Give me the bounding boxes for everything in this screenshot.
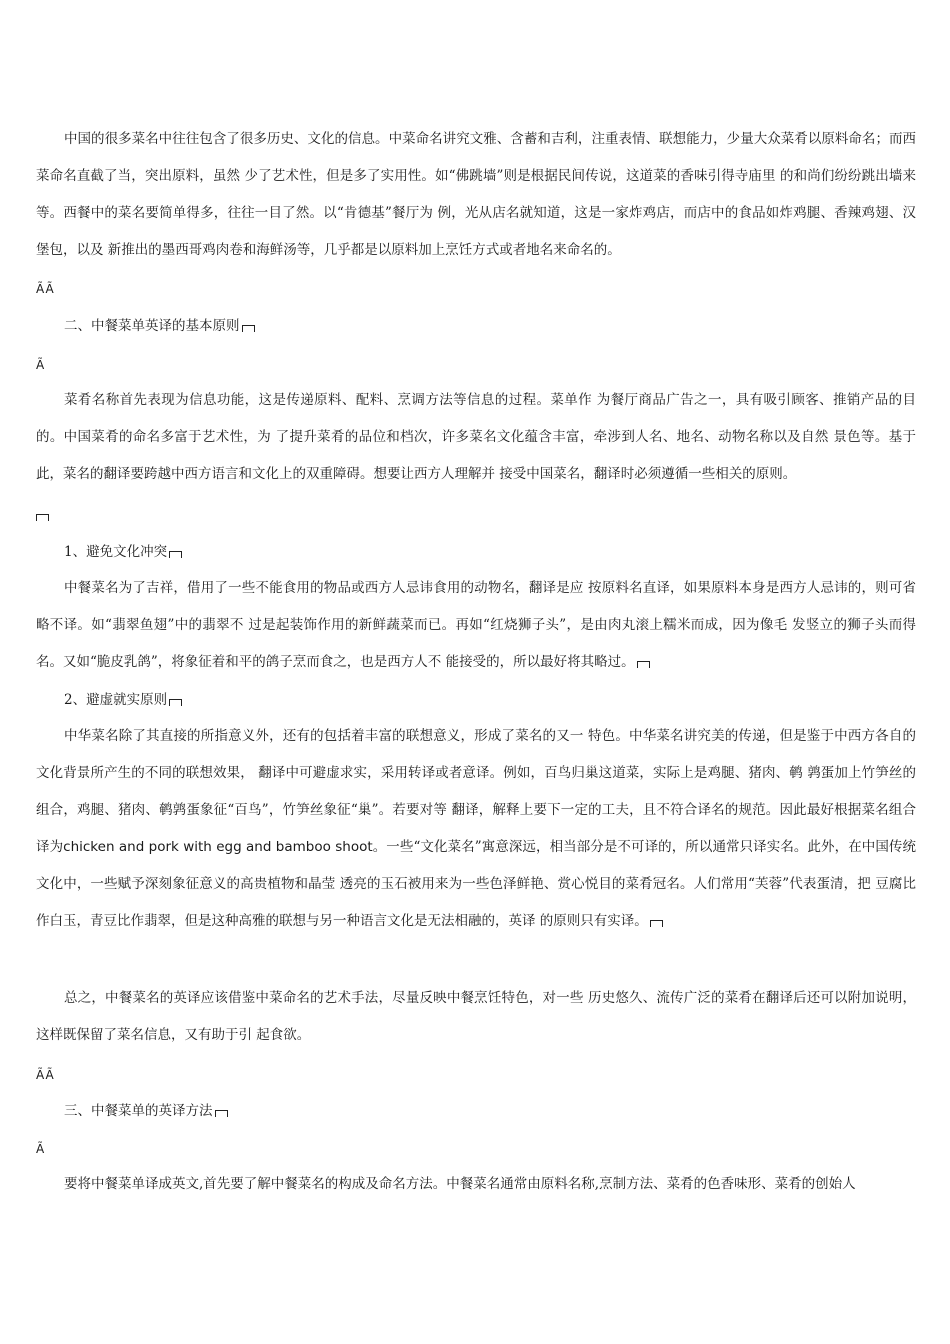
english-translation-text: chicken and pork with egg and bamboo shoot — [63, 839, 373, 855]
paragraph-avoid-cultural-conflict — [36, 570, 916, 681]
paragraph-menu-composition — [36, 1166, 916, 1203]
paragraph-mark-icon — [36, 514, 49, 521]
subheading-substance-over-form — [64, 690, 182, 710]
subheading-text: 1、避免文化冲突 — [64, 544, 168, 560]
paragraph-substance-over-form — [36, 718, 916, 940]
paragraph-mark-icon — [215, 1110, 228, 1117]
section-heading-translation-methods — [64, 1101, 228, 1121]
paragraph-mark-icon — [169, 699, 182, 706]
subheading-text: 2、避虚就实原则 — [64, 692, 168, 708]
garbled-glyph: ÃÃ — [36, 282, 55, 296]
subheading-avoid-cultural-conflict — [64, 542, 182, 562]
paragraph-text: 中国的很多菜名中往往包含了很多历史、文化的信息。中菜命名讲究文雅、含蓄和吉利，注重表情、联想能力，少量大众菜肴以原料命名；而西菜命名直截了当，突出原料，虽然 少了艺术性，但是多了实用性。如“佛跳墙”则是根据民间传说，这道菜的香味引得寺庙里 的和尚们纷纷跳出墙来等。西餐中的菜名要简单得多，往往一目了然。以“肯德基”餐厅为 例，光从店名就知道，这是一家炸鸡店，而店中的食品如炸鸡腿、香辣鸡翅、汉堡包，以及 新推出的墨西哥鸡肉卷和海鲜汤等，几乎都是以原料加上烹饪方式或者地名来命名的。 — [36, 131, 916, 258]
garbled-glyph: Ã — [36, 358, 46, 372]
paragraph-information-function — [36, 382, 916, 493]
garbled-glyph: ÃÃ — [36, 1068, 55, 1082]
section-heading-basic-principles — [64, 316, 255, 336]
paragraph-mark-icon — [169, 551, 182, 558]
heading-text: 二、中餐菜单英译的基本原则 — [64, 318, 240, 334]
paragraph-dish-naming-culture — [36, 121, 916, 269]
paragraph-text: 。一些“文化菜名”寓意深远，相当部分是不可译的，所以通常只译实名。此外，在中国传统文化中，一些赋予深刻象征意义的高贵植物和晶莹 透亮的玉石被用来为一些色泽鲜艳、赏心悦目的菜肴冠名。人们常用“芙蓉”代表蛋清，把 豆腐比作白玉，青豆比作翡翠，但是这种高雅的联想与另一种语言文化是无法相融的，英译 的原则只有实译。 — [36, 839, 917, 929]
paragraph-mark-icon — [242, 325, 255, 332]
paragraph-mark-icon — [650, 920, 663, 927]
paragraph-text: 中华菜名除了其直接的所指意义外，还有的包括着丰富的联想意义，形成了菜名的又一 特色。中华菜名讲究美的传递，但是鉴于中西方各自的文化背景所产生的不同的联想效果， 翻译中可避虚求实，采用转译或者意译。例如，百鸟归巢这道菜，实际上是鸡腿、猪肉、鹌 鹑蛋加上竹笋丝的组合，鸡腿、猪肉、鹌鹑蛋象征“百鸟”，竹笋丝象征“巢”。若要对等 翻译，解释上要下一定的工夫，且不符合译名的规范。因此最好根据菜名组合译为 — [36, 728, 916, 855]
paragraph-text: 总之，中餐菜名的英译应该借鉴中菜命名的艺术手法，尽量反映中餐烹饪特色，对一些 历史悠久、流传广泛的菜肴在翻译后还可以附加说明，这样既保留了菜名信息，又有助于引 起食欲。 — [36, 990, 916, 1043]
paragraph-text: 中餐菜名为了吉祥，借用了一些不能食用的物品或西方人忌讳食用的动物名，翻译是应 按原料名直译，如果原料本身是西方人忌讳的，则可省略不译。如“翡翠鱼翅”中的翡翠不 过是起装饰作用的新鲜蔬菜而已。再如“红烧狮子头”，是由肉丸滚上糯米而成，因为像毛 发竖立的狮子头而得名。又如“脆皮乳鸽”，将象征着和平的鸽子烹而食之，也是西方人不 能接受的，所以最好将其略过。 — [36, 580, 916, 670]
paragraph-mark-icon — [637, 661, 650, 668]
garbled-glyph: Ã — [36, 1142, 46, 1156]
paragraph-text: 菜肴名称首先表现为信息功能，这是传递原料、配料、烹调方法等信息的过程。菜单作 为餐厅商品广告之一，具有吸引顾客、推销产品的目的。中国菜肴的命名多富于艺术性，为 了提升菜肴的品位和档次，许多菜名文化蕴含丰富，牵涉到人名、地名、动物名称以及自然 景色等。基于此，菜名的翻译要跨越中西方语言和文化上的双重障碍。想要让西方人理解并 接受中国菜名，翻译时必须遵循一些相关的原则。 — [36, 392, 916, 482]
paragraph-text: 要将中餐菜单译成英文,首先要了解中餐菜名的构成及命名方法。中餐菜名通常由原料名称,烹制方法、菜肴的色香味形、菜肴的创始人 — [64, 1176, 856, 1192]
paragraph-summary — [36, 980, 916, 1054]
heading-text: 三、中餐菜单的英译方法 — [64, 1103, 213, 1119]
